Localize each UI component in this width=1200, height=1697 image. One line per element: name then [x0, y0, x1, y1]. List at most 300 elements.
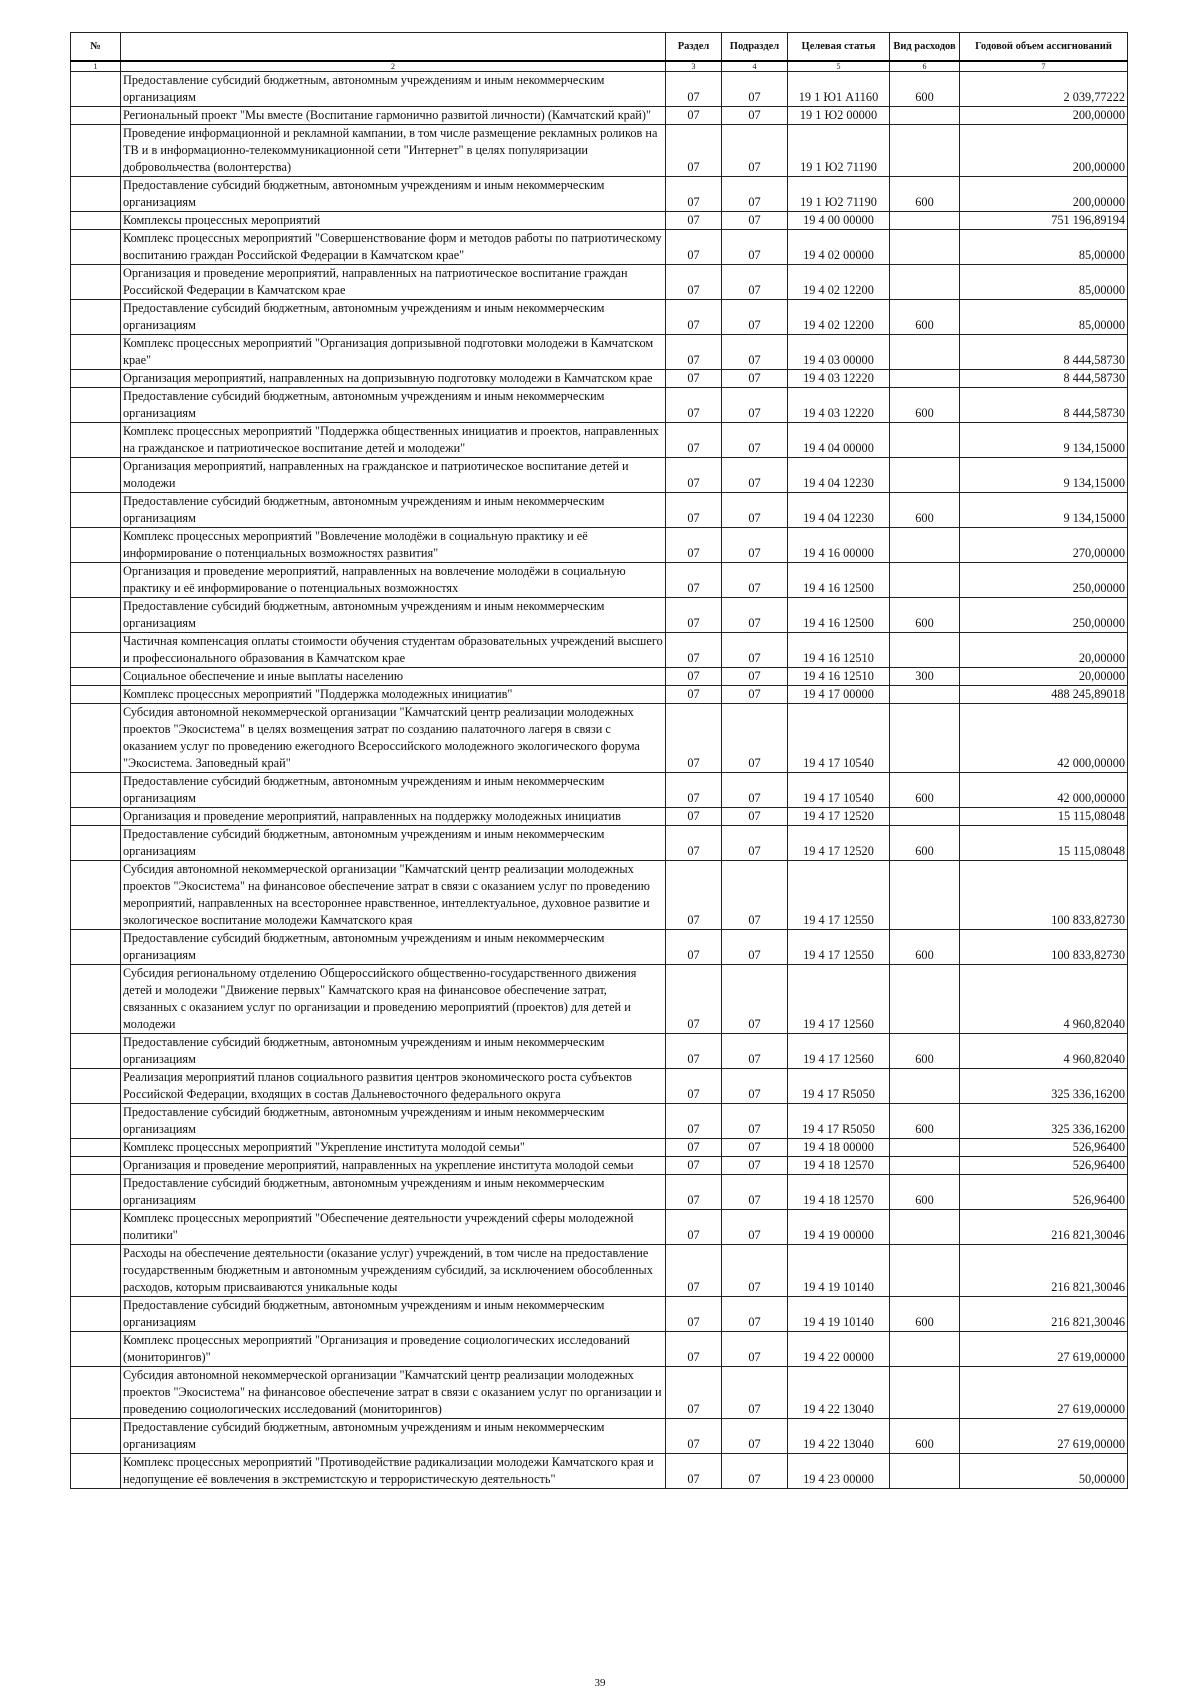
row-amount-cell: 488 245,89018: [960, 686, 1128, 704]
row-name-cell: Субсидия автономной некоммерческой организации "Камчатский центр реализации молодежных проектов "Экосистема" в целях возмещения затрат по созданию палаточного лагеря в связи с оказанием услуг по проведению ежегодного Всероссийского молодежного экологического форума "Экосистема. Заповедный край": [121, 704, 666, 773]
row-target-cell: 19 4 18 12570: [788, 1157, 890, 1175]
row-expense-type-cell: 600: [890, 1104, 960, 1139]
row-number-cell: [71, 388, 121, 423]
row-subsection-cell: 07: [722, 423, 788, 458]
row-number-cell: [71, 212, 121, 230]
row-subsection-cell: 07: [722, 1210, 788, 1245]
row-section-cell: 07: [666, 107, 722, 125]
row-expense-type-cell: 600: [890, 300, 960, 335]
header-target: Целевая статья: [788, 33, 890, 62]
row-target-cell: 19 4 19 10140: [788, 1297, 890, 1332]
row-expense-type-cell: [890, 1157, 960, 1175]
table-row: [71, 686, 1128, 704]
row-subsection-cell: 07: [722, 965, 788, 1034]
row-number-cell: [71, 1297, 121, 1332]
row-target-cell: 19 4 16 00000: [788, 528, 890, 563]
table-row: [71, 633, 1128, 668]
row-subsection-cell: 07: [722, 335, 788, 370]
row-expense-type-cell: [890, 335, 960, 370]
row-section-cell: 07: [666, 1104, 722, 1139]
row-expense-type-cell: 600: [890, 1419, 960, 1454]
row-target-cell: 19 4 17 10540: [788, 773, 890, 808]
row-target-cell: 19 4 00 00000: [788, 212, 890, 230]
row-amount-cell: 8 444,58730: [960, 370, 1128, 388]
row-expense-type-cell: 600: [890, 1297, 960, 1332]
row-amount-cell: 9 134,15000: [960, 423, 1128, 458]
table-row: [71, 965, 1128, 1034]
column-number: 4: [722, 61, 788, 72]
row-section-cell: 07: [666, 493, 722, 528]
row-target-cell: 19 4 03 00000: [788, 335, 890, 370]
row-expense-type-cell: [890, 861, 960, 930]
row-amount-cell: 200,00000: [960, 125, 1128, 177]
header-amount: Годовой объем ассигнований: [960, 33, 1128, 62]
row-target-cell: 19 4 22 00000: [788, 1332, 890, 1367]
row-name-cell: Предоставление субсидий бюджетным, автономным учреждениям и иным некоммерческим организациям: [121, 598, 666, 633]
row-target-cell: 19 4 16 12500: [788, 598, 890, 633]
row-subsection-cell: 07: [722, 388, 788, 423]
row-subsection-cell: 07: [722, 1034, 788, 1069]
row-number-cell: [71, 1139, 121, 1157]
row-amount-cell: 15 115,08048: [960, 808, 1128, 826]
table-row: [71, 1157, 1128, 1175]
row-number-cell: [71, 633, 121, 668]
row-expense-type-cell: [890, 1454, 960, 1489]
table-row: [71, 1139, 1128, 1157]
table-row: [71, 598, 1128, 633]
row-expense-type-cell: [890, 125, 960, 177]
row-name-cell: Комплекс процессных мероприятий "Противодействие радикализации молодежи Камчатского края и недопущение её вовлечения в экстремистскую и террористическую деятельность": [121, 1454, 666, 1489]
row-amount-cell: 9 134,15000: [960, 493, 1128, 528]
row-target-cell: 19 4 16 12510: [788, 668, 890, 686]
row-name-cell: Организация и проведение мероприятий, направленных на поддержку молодежных инициатив: [121, 808, 666, 826]
row-subsection-cell: 07: [722, 826, 788, 861]
row-name-cell: Предоставление субсидий бюджетным, автономным учреждениям и иным некоммерческим организациям: [121, 1419, 666, 1454]
row-name-cell: Комплекс процессных мероприятий "Поддержка молодежных инициатив": [121, 686, 666, 704]
row-expense-type-cell: 600: [890, 177, 960, 212]
row-section-cell: 07: [666, 965, 722, 1034]
row-subsection-cell: 07: [722, 107, 788, 125]
table-row: [71, 668, 1128, 686]
row-expense-type-cell: [890, 704, 960, 773]
row-expense-type-cell: 600: [890, 493, 960, 528]
row-section-cell: 07: [666, 1157, 722, 1175]
row-section-cell: 07: [666, 930, 722, 965]
row-number-cell: [71, 458, 121, 493]
row-section-cell: 07: [666, 1139, 722, 1157]
row-name-cell: Предоставление субсидий бюджетным, автономным учреждениям и иным некоммерческим организациям: [121, 1297, 666, 1332]
row-number-cell: [71, 1245, 121, 1297]
row-section-cell: 07: [666, 212, 722, 230]
row-target-cell: 19 4 02 00000: [788, 230, 890, 265]
row-section-cell: 07: [666, 1454, 722, 1489]
row-target-cell: 19 4 19 00000: [788, 1210, 890, 1245]
table-row: [71, 1454, 1128, 1489]
row-section-cell: 07: [666, 265, 722, 300]
header-row: [71, 33, 1128, 62]
row-subsection-cell: 07: [722, 704, 788, 773]
row-name-cell: Предоставление субсидий бюджетным, автономным учреждениям и иным некоммерческим организациям: [121, 1175, 666, 1210]
row-target-cell: 19 4 23 00000: [788, 1454, 890, 1489]
row-section-cell: 07: [666, 370, 722, 388]
row-number-cell: [71, 335, 121, 370]
row-subsection-cell: 07: [722, 1454, 788, 1489]
row-amount-cell: 2 039,77222: [960, 72, 1128, 107]
row-amount-cell: 50,00000: [960, 1454, 1128, 1489]
table-row: [71, 493, 1128, 528]
row-number-cell: [71, 704, 121, 773]
row-name-cell: Расходы на обеспечение деятельности (оказание услуг) учреждений, в том числе на предоставление государственным бюджетным и автономным учреждениям субсидий, за исключением обособленных расходов, которым присваиваются уникальные коды: [121, 1245, 666, 1297]
row-target-cell: 19 4 03 12220: [788, 370, 890, 388]
row-name-cell: Социальное обеспечение и иные выплаты населению: [121, 668, 666, 686]
row-expense-type-cell: 600: [890, 1034, 960, 1069]
column-number: 1: [71, 61, 121, 72]
row-section-cell: 07: [666, 1419, 722, 1454]
column-number: 3: [666, 61, 722, 72]
row-expense-type-cell: [890, 265, 960, 300]
row-amount-cell: 85,00000: [960, 265, 1128, 300]
row-target-cell: 19 4 03 12220: [788, 388, 890, 423]
row-number-cell: [71, 1419, 121, 1454]
row-section-cell: 07: [666, 633, 722, 668]
row-number-cell: [71, 1367, 121, 1419]
table-row: [71, 230, 1128, 265]
row-number-cell: [71, 861, 121, 930]
row-number-cell: [71, 563, 121, 598]
row-number-cell: [71, 1069, 121, 1104]
row-section-cell: 07: [666, 177, 722, 212]
table-row: [71, 125, 1128, 177]
row-subsection-cell: 07: [722, 1104, 788, 1139]
row-number-cell: [71, 1332, 121, 1367]
row-subsection-cell: 07: [722, 930, 788, 965]
row-section-cell: 07: [666, 1332, 722, 1367]
row-section-cell: 07: [666, 1069, 722, 1104]
row-amount-cell: 325 336,16200: [960, 1069, 1128, 1104]
row-target-cell: 19 4 04 00000: [788, 423, 890, 458]
row-expense-type-cell: 600: [890, 773, 960, 808]
row-name-cell: Региональный проект "Мы вместе (Воспитание гармонично развитой личности) (Камчатский край)": [121, 107, 666, 125]
row-amount-cell: 216 821,30046: [960, 1297, 1128, 1332]
row-number-cell: [71, 493, 121, 528]
row-section-cell: 07: [666, 1034, 722, 1069]
row-target-cell: 19 4 17 12560: [788, 1034, 890, 1069]
row-name-cell: Комплекс процессных мероприятий "Вовлечение молодёжи в социальную практику и её информирование о потенциальных возможностях развития": [121, 528, 666, 563]
row-number-cell: [71, 300, 121, 335]
row-name-cell: Комплекс процессных мероприятий "Поддержка общественных инициатив и проектов, направленных на гражданское и патриотическое воспитание детей и молодежи": [121, 423, 666, 458]
row-section-cell: 07: [666, 861, 722, 930]
header-expense-type: Вид расходов: [890, 33, 960, 62]
row-target-cell: 19 4 17 12550: [788, 930, 890, 965]
row-subsection-cell: 07: [722, 528, 788, 563]
column-number-row: [71, 61, 1128, 72]
row-name-cell: Комплекс процессных мероприятий "Совершенствование форм и методов работы по патриотическому воспитанию граждан Российской Федерации в Камчатском крае": [121, 230, 666, 265]
row-expense-type-cell: [890, 1069, 960, 1104]
column-number: 7: [960, 61, 1128, 72]
row-expense-type-cell: [890, 808, 960, 826]
row-expense-type-cell: [890, 1139, 960, 1157]
row-subsection-cell: 07: [722, 125, 788, 177]
row-expense-type-cell: [890, 1367, 960, 1419]
row-section-cell: 07: [666, 808, 722, 826]
table-row: [71, 300, 1128, 335]
row-target-cell: 19 4 22 13040: [788, 1419, 890, 1454]
row-name-cell: Предоставление субсидий бюджетным, автономным учреждениям и иным некоммерческим организациям: [121, 72, 666, 107]
row-target-cell: 19 4 16 12500: [788, 563, 890, 598]
table-row: [71, 1175, 1128, 1210]
row-expense-type-cell: [890, 230, 960, 265]
row-subsection-cell: 07: [722, 265, 788, 300]
row-expense-type-cell: 600: [890, 72, 960, 107]
page-number: 39: [594, 1677, 606, 1689]
row-expense-type-cell: [890, 633, 960, 668]
row-target-cell: 19 4 18 12570: [788, 1175, 890, 1210]
row-amount-cell: 526,96400: [960, 1139, 1128, 1157]
row-expense-type-cell: 600: [890, 598, 960, 633]
row-subsection-cell: 07: [722, 1139, 788, 1157]
row-section-cell: 07: [666, 1245, 722, 1297]
row-name-cell: Комплекс процессных мероприятий "Организация допризывной подготовки молодежи в Камчатском крае": [121, 335, 666, 370]
row-amount-cell: 100 833,82730: [960, 861, 1128, 930]
row-expense-type-cell: 600: [890, 1175, 960, 1210]
table-row: [71, 930, 1128, 965]
row-name-cell: Субсидия автономной некоммерческой организации "Камчатский центр реализации молодежных проектов "Экосистема" на финансовое обеспечение затрат в связи с оказанием услуг по организации и проведению социологических исследований (мониторингов): [121, 1367, 666, 1419]
table-row: [71, 861, 1128, 930]
row-amount-cell: 85,00000: [960, 300, 1128, 335]
row-name-cell: Организация и проведение мероприятий, направленных на вовлечение молодёжи в социальную практику и её информирование о потенциальных возможностях: [121, 563, 666, 598]
row-number-cell: [71, 1454, 121, 1489]
table-row: [71, 773, 1128, 808]
row-name-cell: Комплекс процессных мероприятий "Обеспечение деятельности учреждений сферы молодежной политики": [121, 1210, 666, 1245]
row-subsection-cell: 07: [722, 563, 788, 598]
row-subsection-cell: 07: [722, 1297, 788, 1332]
row-number-cell: [71, 1175, 121, 1210]
table-row: [71, 1419, 1128, 1454]
row-subsection-cell: 07: [722, 1245, 788, 1297]
table-row: [71, 335, 1128, 370]
row-expense-type-cell: 600: [890, 930, 960, 965]
row-section-cell: 07: [666, 1175, 722, 1210]
table-row: [71, 458, 1128, 493]
row-name-cell: Организация мероприятий, направленных на гражданское и патриотическое воспитание детей и молодежи: [121, 458, 666, 493]
row-name-cell: Предоставление субсидий бюджетным, автономным учреждениям и иным некоммерческим организациям: [121, 826, 666, 861]
table-row: [71, 1210, 1128, 1245]
row-section-cell: 07: [666, 826, 722, 861]
row-target-cell: 19 4 04 12230: [788, 458, 890, 493]
row-subsection-cell: 07: [722, 598, 788, 633]
row-expense-type-cell: [890, 370, 960, 388]
row-amount-cell: 200,00000: [960, 107, 1128, 125]
table-row: [71, 1034, 1128, 1069]
row-target-cell: 19 4 18 00000: [788, 1139, 890, 1157]
row-number-cell: [71, 528, 121, 563]
row-expense-type-cell: [890, 1332, 960, 1367]
row-number-cell: [71, 72, 121, 107]
row-expense-type-cell: [890, 1245, 960, 1297]
row-name-cell: Реализация мероприятий планов социального развития центров экономического роста субъектов Российской Федерации, входящих в состав Дальневосточного федерального округа: [121, 1069, 666, 1104]
row-number-cell: [71, 686, 121, 704]
row-expense-type-cell: [890, 1210, 960, 1245]
row-amount-cell: 8 444,58730: [960, 335, 1128, 370]
table-row: [71, 1069, 1128, 1104]
table-row: [71, 107, 1128, 125]
row-section-cell: 07: [666, 563, 722, 598]
row-expense-type-cell: [890, 458, 960, 493]
row-expense-type-cell: 300: [890, 668, 960, 686]
table-row: [71, 1367, 1128, 1419]
row-section-cell: 07: [666, 230, 722, 265]
row-amount-cell: 100 833,82730: [960, 930, 1128, 965]
row-target-cell: 19 4 17 12520: [788, 808, 890, 826]
row-name-cell: Предоставление субсидий бюджетным, автономным учреждениям и иным некоммерческим организациям: [121, 1104, 666, 1139]
row-amount-cell: 85,00000: [960, 230, 1128, 265]
header-name: [121, 33, 666, 62]
row-name-cell: Частичная компенсация оплаты стоимости обучения студентам образовательных учреждений высшего и профессионального образования в Камчатском крае: [121, 633, 666, 668]
row-amount-cell: 27 619,00000: [960, 1419, 1128, 1454]
table-row: [71, 1332, 1128, 1367]
row-section-cell: 07: [666, 1297, 722, 1332]
column-number: 6: [890, 61, 960, 72]
row-number-cell: [71, 668, 121, 686]
row-expense-type-cell: [890, 107, 960, 125]
row-section-cell: 07: [666, 1210, 722, 1245]
row-name-cell: Предоставление субсидий бюджетным, автономным учреждениям и иным некоммерческим организациям: [121, 300, 666, 335]
row-amount-cell: 20,00000: [960, 668, 1128, 686]
row-section-cell: 07: [666, 1367, 722, 1419]
row-expense-type-cell: [890, 965, 960, 1034]
table-row: [71, 370, 1128, 388]
row-subsection-cell: 07: [722, 300, 788, 335]
row-amount-cell: 200,00000: [960, 177, 1128, 212]
row-subsection-cell: 07: [722, 212, 788, 230]
row-number-cell: [71, 826, 121, 861]
row-target-cell: 19 4 02 12200: [788, 265, 890, 300]
row-amount-cell: 4 960,82040: [960, 965, 1128, 1034]
table-row: [71, 177, 1128, 212]
row-target-cell: 19 4 17 00000: [788, 686, 890, 704]
row-section-cell: 07: [666, 335, 722, 370]
row-target-cell: 19 4 17 12550: [788, 861, 890, 930]
row-number-cell: [71, 808, 121, 826]
row-subsection-cell: 07: [722, 177, 788, 212]
row-subsection-cell: 07: [722, 493, 788, 528]
row-name-cell: Субсидия региональному отделению Общероссийского общественно-государственного движения детей и молодежи "Движение первых" Камчатского края на финансовое обеспечение затрат, связанных с оказанием услуг по организации и проведению мероприятий (проектов) для детей и молодежи: [121, 965, 666, 1034]
row-expense-type-cell: [890, 212, 960, 230]
table-row: [71, 704, 1128, 773]
row-expense-type-cell: [890, 686, 960, 704]
table-row: [71, 212, 1128, 230]
row-section-cell: 07: [666, 686, 722, 704]
row-number-cell: [71, 598, 121, 633]
column-number: 2: [121, 61, 666, 72]
row-amount-cell: 526,96400: [960, 1175, 1128, 1210]
row-name-cell: Субсидия автономной некоммерческой организации "Камчатский центр реализации молодежных проектов "Экосистема" на финансовое обеспечение затрат в связи с оказанием услуг по проведению мероприятий, направленных на всестороннее нравственное, интеллектуальное, духовное развитие и экологическое воспитание молодежи Камчатского края: [121, 861, 666, 930]
row-amount-cell: 27 619,00000: [960, 1332, 1128, 1367]
row-target-cell: 19 1 Ю2 71190: [788, 177, 890, 212]
row-subsection-cell: 07: [722, 1069, 788, 1104]
header-section: Раздел: [666, 33, 722, 62]
row-target-cell: 19 4 16 12510: [788, 633, 890, 668]
table-row: [71, 808, 1128, 826]
row-name-cell: Проведение информационной и рекламной кампании, в том числе размещение рекламных роликов на ТВ и в информационно-телекоммуникационной сети "Интернет" в целях популяризации добровольчества (волонтерства): [121, 125, 666, 177]
row-number-cell: [71, 773, 121, 808]
row-name-cell: Предоставление субсидий бюджетным, автономным учреждениям и иным некоммерческим организациям: [121, 1034, 666, 1069]
row-amount-cell: 4 960,82040: [960, 1034, 1128, 1069]
row-section-cell: 07: [666, 423, 722, 458]
row-number-cell: [71, 370, 121, 388]
row-amount-cell: 325 336,16200: [960, 1104, 1128, 1139]
row-expense-type-cell: [890, 423, 960, 458]
row-number-cell: [71, 1210, 121, 1245]
row-expense-type-cell: 600: [890, 826, 960, 861]
budget-table: [70, 32, 1128, 1489]
row-number-cell: [71, 423, 121, 458]
row-subsection-cell: 07: [722, 458, 788, 493]
row-number-cell: [71, 1104, 121, 1139]
row-section-cell: 07: [666, 72, 722, 107]
row-amount-cell: 216 821,30046: [960, 1210, 1128, 1245]
row-expense-type-cell: 600: [890, 388, 960, 423]
row-number-cell: [71, 965, 121, 1034]
row-number-cell: [71, 107, 121, 125]
table-row: [71, 1104, 1128, 1139]
row-amount-cell: 751 196,89194: [960, 212, 1128, 230]
row-subsection-cell: 07: [722, 1419, 788, 1454]
table-row: [71, 528, 1128, 563]
row-number-cell: [71, 177, 121, 212]
row-target-cell: 19 1 Ю2 00000: [788, 107, 890, 125]
row-amount-cell: 216 821,30046: [960, 1245, 1128, 1297]
row-expense-type-cell: [890, 563, 960, 598]
row-target-cell: 19 4 17 10540: [788, 704, 890, 773]
row-subsection-cell: 07: [722, 370, 788, 388]
row-number-cell: [71, 230, 121, 265]
row-amount-cell: 42 000,00000: [960, 704, 1128, 773]
row-name-cell: Комплекс процессных мероприятий "Укрепление института молодой семьи": [121, 1139, 666, 1157]
header-num: №: [71, 33, 121, 62]
header-subsection: Подраздел: [722, 33, 788, 62]
row-name-cell: Организация мероприятий, направленных на допризывную подготовку молодежи в Камчатском крае: [121, 370, 666, 388]
row-section-cell: 07: [666, 125, 722, 177]
row-section-cell: 07: [666, 528, 722, 563]
row-subsection-cell: 07: [722, 861, 788, 930]
row-amount-cell: 250,00000: [960, 563, 1128, 598]
table-row: [71, 1297, 1128, 1332]
table-row: [71, 388, 1128, 423]
row-subsection-cell: 07: [722, 686, 788, 704]
row-subsection-cell: 07: [722, 668, 788, 686]
row-target-cell: 19 4 22 13040: [788, 1367, 890, 1419]
row-target-cell: 19 4 17 12520: [788, 826, 890, 861]
row-subsection-cell: 07: [722, 1157, 788, 1175]
row-section-cell: 07: [666, 704, 722, 773]
row-number-cell: [71, 1157, 121, 1175]
row-section-cell: 07: [666, 388, 722, 423]
table-row: [71, 265, 1128, 300]
row-expense-type-cell: [890, 528, 960, 563]
row-number-cell: [71, 265, 121, 300]
table-row: [71, 563, 1128, 598]
row-amount-cell: 27 619,00000: [960, 1367, 1128, 1419]
table-row: [71, 423, 1128, 458]
row-subsection-cell: 07: [722, 1367, 788, 1419]
row-subsection-cell: 07: [722, 808, 788, 826]
row-subsection-cell: 07: [722, 773, 788, 808]
row-amount-cell: 526,96400: [960, 1157, 1128, 1175]
row-target-cell: 19 4 17 R5050: [788, 1104, 890, 1139]
row-section-cell: 07: [666, 300, 722, 335]
row-name-cell: Предоставление субсидий бюджетным, автономным учреждениям и иным некоммерческим организациям: [121, 773, 666, 808]
